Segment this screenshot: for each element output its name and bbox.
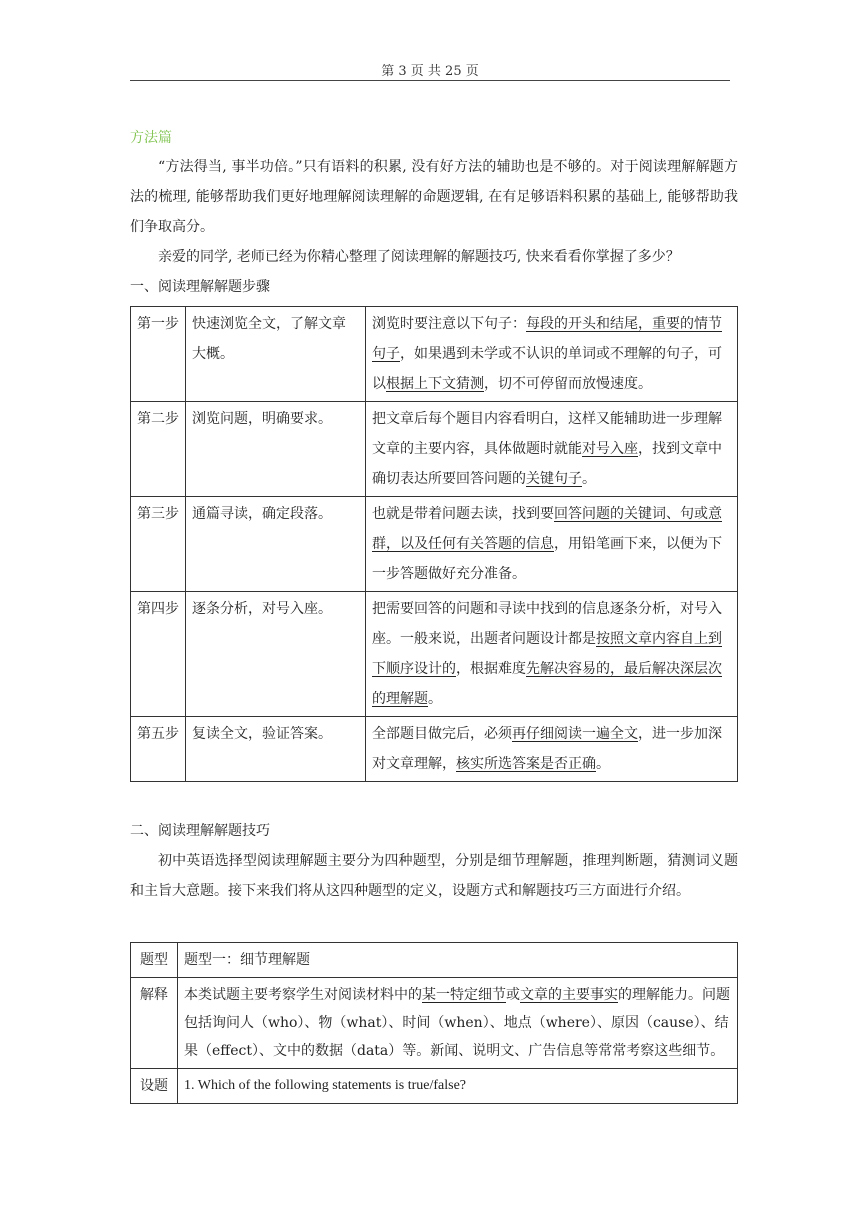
- table-row: [131, 1069, 738, 1104]
- text-run: ，进一步加深对文章理解，: [372, 726, 722, 772]
- text-run: 或: [506, 987, 520, 1003]
- text-run: 把文章后每个题目内容看明白，这样又能辅助进一步理解文章的主要内容，具体做题时就能: [372, 411, 722, 457]
- type-value: 题型一：细节理解题: [178, 943, 738, 978]
- text-run: 本类试题主要考察学生对阅读材料中的: [184, 987, 422, 1003]
- intro-paragraph-2: 亲爱的同学, 老师已经为你精心整理了阅读理解的解题技巧, 快来看看你掌握了多少？: [158, 249, 680, 265]
- text-run: ，找到文章中确切表达所要回答问题的: [372, 441, 722, 487]
- step-number: 第三步: [131, 497, 186, 592]
- step-detail: [366, 307, 738, 402]
- step-action: 浏览问题，明确要求。: [186, 402, 366, 497]
- underlined-phrase: 对号入座: [582, 441, 638, 457]
- underlined-phrase: 再仔细阅读一遍全文: [512, 726, 638, 742]
- underlined-phrase: 先解决容易的，最后解决深层次的理解题: [372, 661, 722, 707]
- table-row: [131, 497, 738, 592]
- text-run: 。: [428, 691, 442, 707]
- table-row: [131, 943, 738, 978]
- text-run: 。: [582, 471, 596, 487]
- text-run: 浏览时要注意以下句子：: [372, 316, 526, 332]
- text-run: 全部题目做完后，必须: [372, 726, 512, 742]
- step-number: 第四步: [131, 592, 186, 717]
- text-run: ，如果遇到未学或不认识的单词或不理解的句子，可以: [372, 346, 722, 392]
- table-row: [131, 717, 738, 782]
- document-body: [130, 128, 738, 1104]
- step-detail: [366, 497, 738, 592]
- step-number: 第五步: [131, 717, 186, 782]
- explanation-label: 解释: [131, 978, 178, 1069]
- underlined-phrase: 回答问题的关键词、句或意群，以及任何有关答题的信息: [372, 506, 722, 552]
- table-row: [131, 307, 738, 402]
- step-action: 逐条分析，对号入座。: [186, 592, 366, 717]
- table-row: [131, 402, 738, 497]
- underlined-phrase: 根据上下文猜测: [386, 376, 484, 392]
- intro-paragraph-1: “方法得当, 事半功倍。”只有语料的积累, 没有好方法的辅助也是不够的。对于阅读理解解题方法的梳理, 能够帮助我们更好地理解阅读理解的命题逻辑, 在有足够语料积累的基础上, 能够帮助我们争取高分。: [130, 159, 738, 235]
- table-row: [131, 978, 738, 1069]
- step-detail: [366, 402, 738, 497]
- section-tag: 方法篇: [130, 130, 172, 146]
- techniques-paragraph: 初中英语选择型阅读理解题主要分为四种题型，分别是细节理解题，推理判断题，猜测词义题和主旨大意题。接下来我们将从这四种题型的定义，设题方式和解题技巧三方面进行介绍。: [130, 853, 738, 899]
- text-run: ，用铅笔画下来，以便为下一步答题做好充分准备。: [372, 536, 722, 582]
- text-run: 。: [596, 756, 610, 772]
- underlined-phrase: 某一特定细节: [422, 987, 506, 1003]
- heading-techniques: 二、阅读理解解题技巧: [130, 823, 270, 839]
- table-row: [131, 592, 738, 717]
- underlined-phrase: 文章的主要事实: [520, 987, 618, 1003]
- step-detail: [366, 592, 738, 717]
- underlined-phrase: 按照文章内容自上到下顺序设计的: [372, 631, 722, 677]
- step-action: 快速浏览全文，了解文章大概。: [186, 307, 366, 402]
- underlined-phrase: 每段的开头和结尾，重要的情节句子: [372, 316, 722, 362]
- text-run: 把需要回答的问题和寻读中找到的信息逐条分析，对号入座。一般来说，出题者问题设计都是: [372, 601, 722, 647]
- step-action: 通篇寻读，确定段落。: [186, 497, 366, 592]
- heading-steps: 一、阅读理解解题步骤: [130, 279, 270, 295]
- question-setting-label: 设题: [131, 1069, 178, 1104]
- step-number: 第一步: [131, 307, 186, 402]
- underlined-phrase: 关键句子: [526, 471, 582, 487]
- type-label: 题型: [131, 943, 178, 978]
- text-run: ，根据难度: [456, 661, 526, 677]
- step-number: 第二步: [131, 402, 186, 497]
- question-type-table: [130, 942, 738, 1104]
- steps-table: [130, 306, 738, 782]
- question-setting-value: 1. Which of the following statements is true/false?: [178, 1069, 738, 1104]
- explanation-value: [178, 978, 738, 1069]
- page-header: 第 3 页 共 25 页: [381, 64, 479, 79]
- text-run: 的理解能力。问题包括询问人（who）、物（what）、时间（when）、地点（where）、原因（cause）、结果（effect）、文中的数据（data）等。新闻、说明文、广告信息等常常考察这些细节。: [184, 987, 730, 1059]
- text-run: ，切不可停留而放慢速度。: [484, 376, 652, 392]
- underlined-phrase: 核实所选答案是否正确: [456, 756, 596, 772]
- text-run: 也就是带着问题去读，找到要: [372, 506, 554, 522]
- step-action: 复读全文，验证答案。: [186, 717, 366, 782]
- step-detail: [366, 717, 738, 782]
- header-rule: [130, 80, 730, 81]
